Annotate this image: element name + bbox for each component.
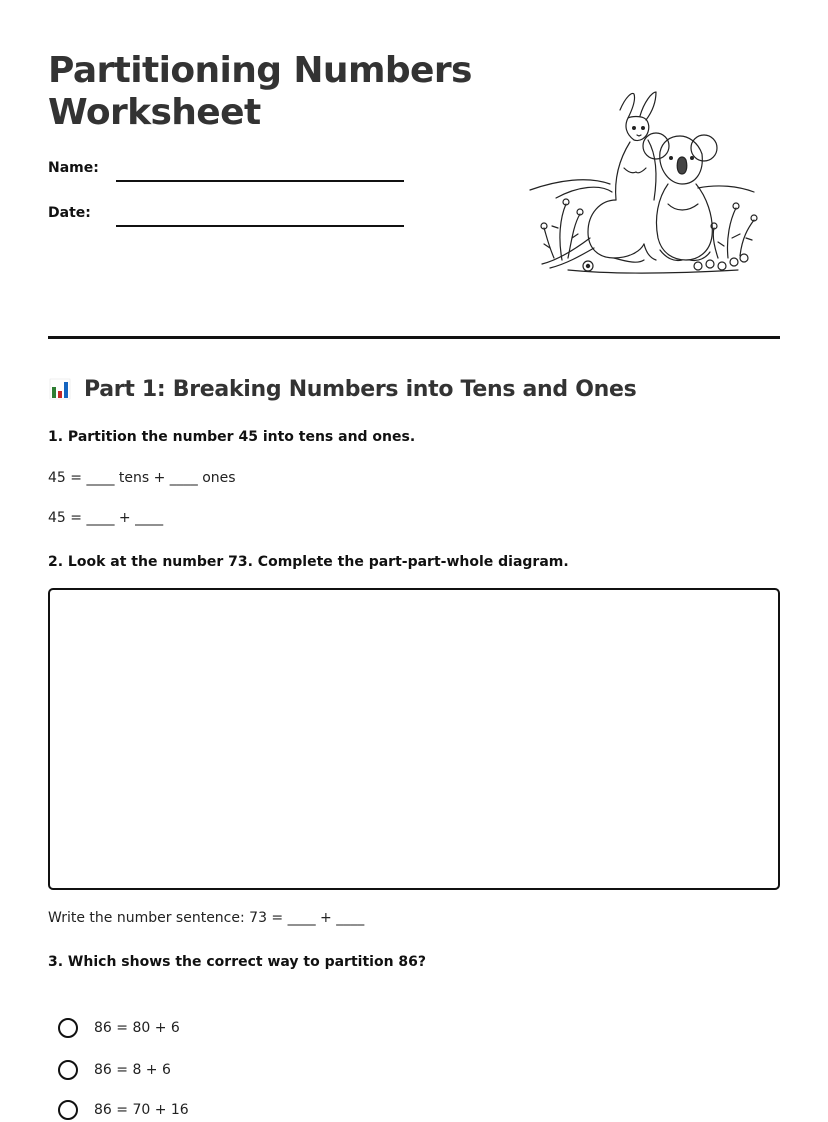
option-label: 86 = 80 + 6: [94, 1020, 180, 1036]
option-label: 86 = 8 + 6: [94, 1062, 171, 1078]
radio-button[interactable]: [58, 1060, 78, 1080]
date-write-line[interactable]: [116, 225, 404, 227]
q3-option-3[interactable]: [58, 1098, 189, 1122]
part1-heading: [48, 374, 636, 404]
worksheet-page: [48, 0, 780, 1118]
part-part-whole-diagram-box[interactable]: [48, 588, 780, 890]
name-write-line[interactable]: [116, 180, 404, 182]
option-label: 86 = 70 + 16: [94, 1102, 189, 1118]
part1-title: Part 1: Breaking Numbers into Tens and Ones: [84, 376, 637, 402]
question-3: 3. Which shows the correct way to partition 86?: [48, 954, 427, 970]
worksheet-title: Partitioning Numbers Worksheet: [48, 50, 472, 133]
q1-expanded-line[interactable]: 45 = ____ + ____: [48, 510, 164, 526]
q1-tens-ones-line[interactable]: 45 = ____ tens + ____ ones: [48, 470, 236, 486]
q3-option-2[interactable]: [58, 1058, 171, 1082]
q2-number-sentence[interactable]: Write the number sentence: 73 = ____ + ____: [48, 910, 365, 926]
kangaroo-koala-illustration: [528, 88, 760, 280]
q3-option-1[interactable]: [58, 1016, 180, 1040]
section-divider: [48, 336, 780, 339]
question-1: 1. Partition the number 45 into tens and ones.: [48, 429, 416, 445]
date-label: Date:: [48, 205, 91, 221]
question-2: 2. Look at the number 73. Complete the part-part-whole diagram.: [48, 554, 569, 570]
name-label: Name:: [48, 160, 99, 176]
radio-button[interactable]: [58, 1100, 78, 1120]
radio-button[interactable]: [58, 1018, 78, 1038]
bar-chart-icon: [48, 377, 72, 401]
